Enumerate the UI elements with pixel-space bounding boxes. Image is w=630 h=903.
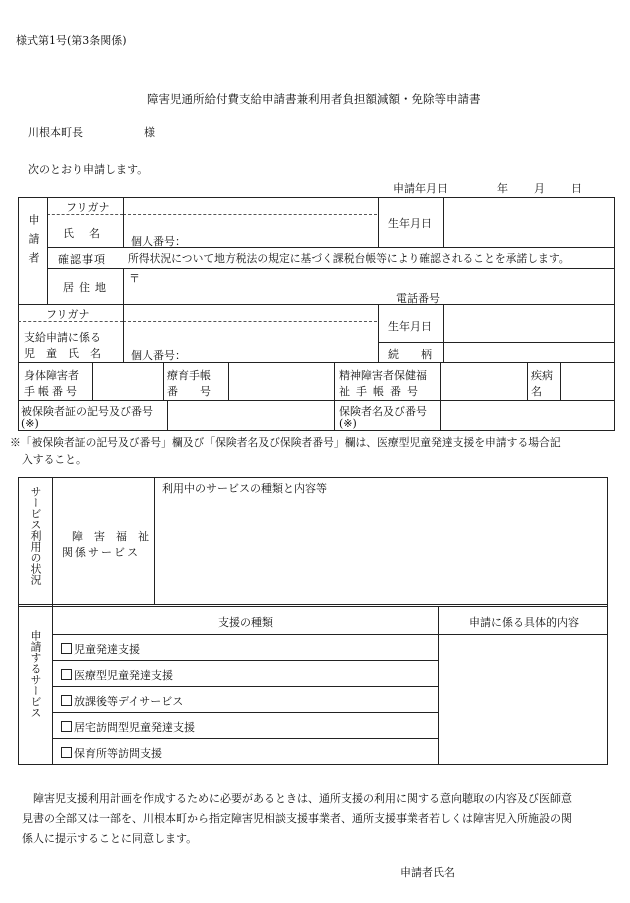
date-month: 月 bbox=[534, 182, 545, 195]
disease-l1: 疾病 bbox=[531, 369, 553, 382]
service-content-header: 利用中のサービスの種類と内容等 bbox=[162, 482, 327, 495]
insured-label-l1: 被保険者証の記号及び番号 bbox=[21, 405, 153, 418]
confirm-text: 所得状況について地方税法の規定に基づく課税台帳等により確認されることを承諾します。 bbox=[128, 252, 570, 265]
consent-line1: 障害児支援利用計画を作成するために必要があるときは、通所支援の利用に関する意向聴取の内容及び医師意 bbox=[22, 792, 572, 805]
physical-handbook-l2: 手帳番号 bbox=[24, 385, 80, 398]
checkbox[interactable] bbox=[61, 695, 72, 706]
option-home-visit-child-development[interactable]: 居宅訪問型児童発達支援 bbox=[61, 719, 195, 735]
insurer-label-l2: (※) bbox=[339, 417, 357, 430]
child-label-line2: 児 童 氏 名 bbox=[24, 347, 101, 360]
child-personal-number: 個人番号： bbox=[131, 349, 186, 362]
applicant-personal-number: 個人番号： bbox=[131, 235, 186, 248]
disease-l2: 名 bbox=[531, 385, 542, 398]
applicant-side-label: 申請者 bbox=[27, 214, 40, 271]
signature-label: 申請者氏名 bbox=[400, 866, 455, 879]
mental-handbook-l2: 祉手帳番号 bbox=[339, 385, 424, 398]
insurer-label-l1: 保険者名及び番号 bbox=[339, 405, 427, 418]
date-label: 申請年月日 bbox=[393, 182, 448, 195]
option-nursery-visit-support[interactable]: 保育所等訪問支援 bbox=[61, 745, 162, 761]
child-relation-label: 続 柄 bbox=[388, 348, 432, 361]
checkbox[interactable] bbox=[61, 747, 72, 758]
postal-mark: 〒 bbox=[129, 272, 140, 285]
service-status-side-label: サービス利用の状況 bbox=[29, 486, 42, 585]
intro-text: 次のとおり申請します。 bbox=[28, 163, 149, 176]
consent-line2: 見書の全部又は一部を、川根本町から指定障害児相談支援事業者、通所支援事業者若しくは障害児入所施設の関 bbox=[22, 812, 572, 825]
form-number: 様式第1号(第3条関係) bbox=[16, 34, 127, 47]
option-after-school-day-service[interactable]: 放課後等デイサービス bbox=[61, 693, 183, 709]
date-year: 年 bbox=[497, 182, 508, 195]
form-title: 障害児通所給付費支給申請書兼利用者負担額減額・免除等申請書 bbox=[147, 92, 481, 106]
mental-handbook-l1: 精神障害者保健福 bbox=[339, 369, 427, 382]
checkbox[interactable] bbox=[61, 669, 72, 680]
welfare-service-l1: 障 害 福 祉 bbox=[72, 530, 149, 543]
child-furigana-label: フリガナ bbox=[46, 308, 90, 321]
child-label-line1: 支給申請に係る bbox=[24, 331, 101, 344]
option-child-development[interactable]: 児童発達支援 bbox=[61, 641, 140, 657]
applicant-furigana-label: フリガナ bbox=[66, 201, 110, 214]
date-day: 日 bbox=[571, 182, 582, 195]
support-type-header: 支援の種類 bbox=[218, 616, 273, 629]
option-medical-child-development[interactable]: 医療型児童発達支援 bbox=[61, 667, 173, 683]
phone-label: 電話番号 bbox=[396, 292, 440, 305]
confirm-label: 確認事項 bbox=[58, 253, 106, 266]
requested-side-label: 申請するサービス bbox=[29, 630, 42, 718]
physical-handbook-l1: 身体障害者 bbox=[24, 369, 79, 382]
welfare-service-l2: 関係サービス bbox=[62, 546, 140, 559]
addressee-to: 川根本町長 bbox=[28, 126, 83, 139]
child-birth-label: 生年月日 bbox=[388, 320, 432, 333]
detail-header: 申請に係る具体的内容 bbox=[469, 616, 579, 629]
applicant-name-label: 氏 名 bbox=[63, 227, 102, 240]
insured-label-l2: (※) bbox=[21, 417, 39, 430]
applicant-birth-label: 生年月日 bbox=[388, 217, 432, 230]
ryoiku-handbook-l1: 療育手帳 bbox=[167, 369, 211, 382]
checkbox[interactable] bbox=[61, 643, 72, 654]
checkbox[interactable] bbox=[61, 721, 72, 732]
ryoiku-handbook-l2: 番 号 bbox=[167, 385, 211, 398]
address-label: 居住地 bbox=[63, 281, 111, 294]
footnote-line1: ※「被保険者証の記号及び番号」欄及び「保険者名及び保険者番号」欄は、医療型児童発達支援を申請する場合記 bbox=[10, 436, 561, 449]
addressee-honorific: 様 bbox=[144, 126, 155, 139]
footnote-line2: 入すること。 bbox=[22, 453, 87, 466]
consent-line3: 係人に提示することに同意します。 bbox=[22, 832, 198, 845]
